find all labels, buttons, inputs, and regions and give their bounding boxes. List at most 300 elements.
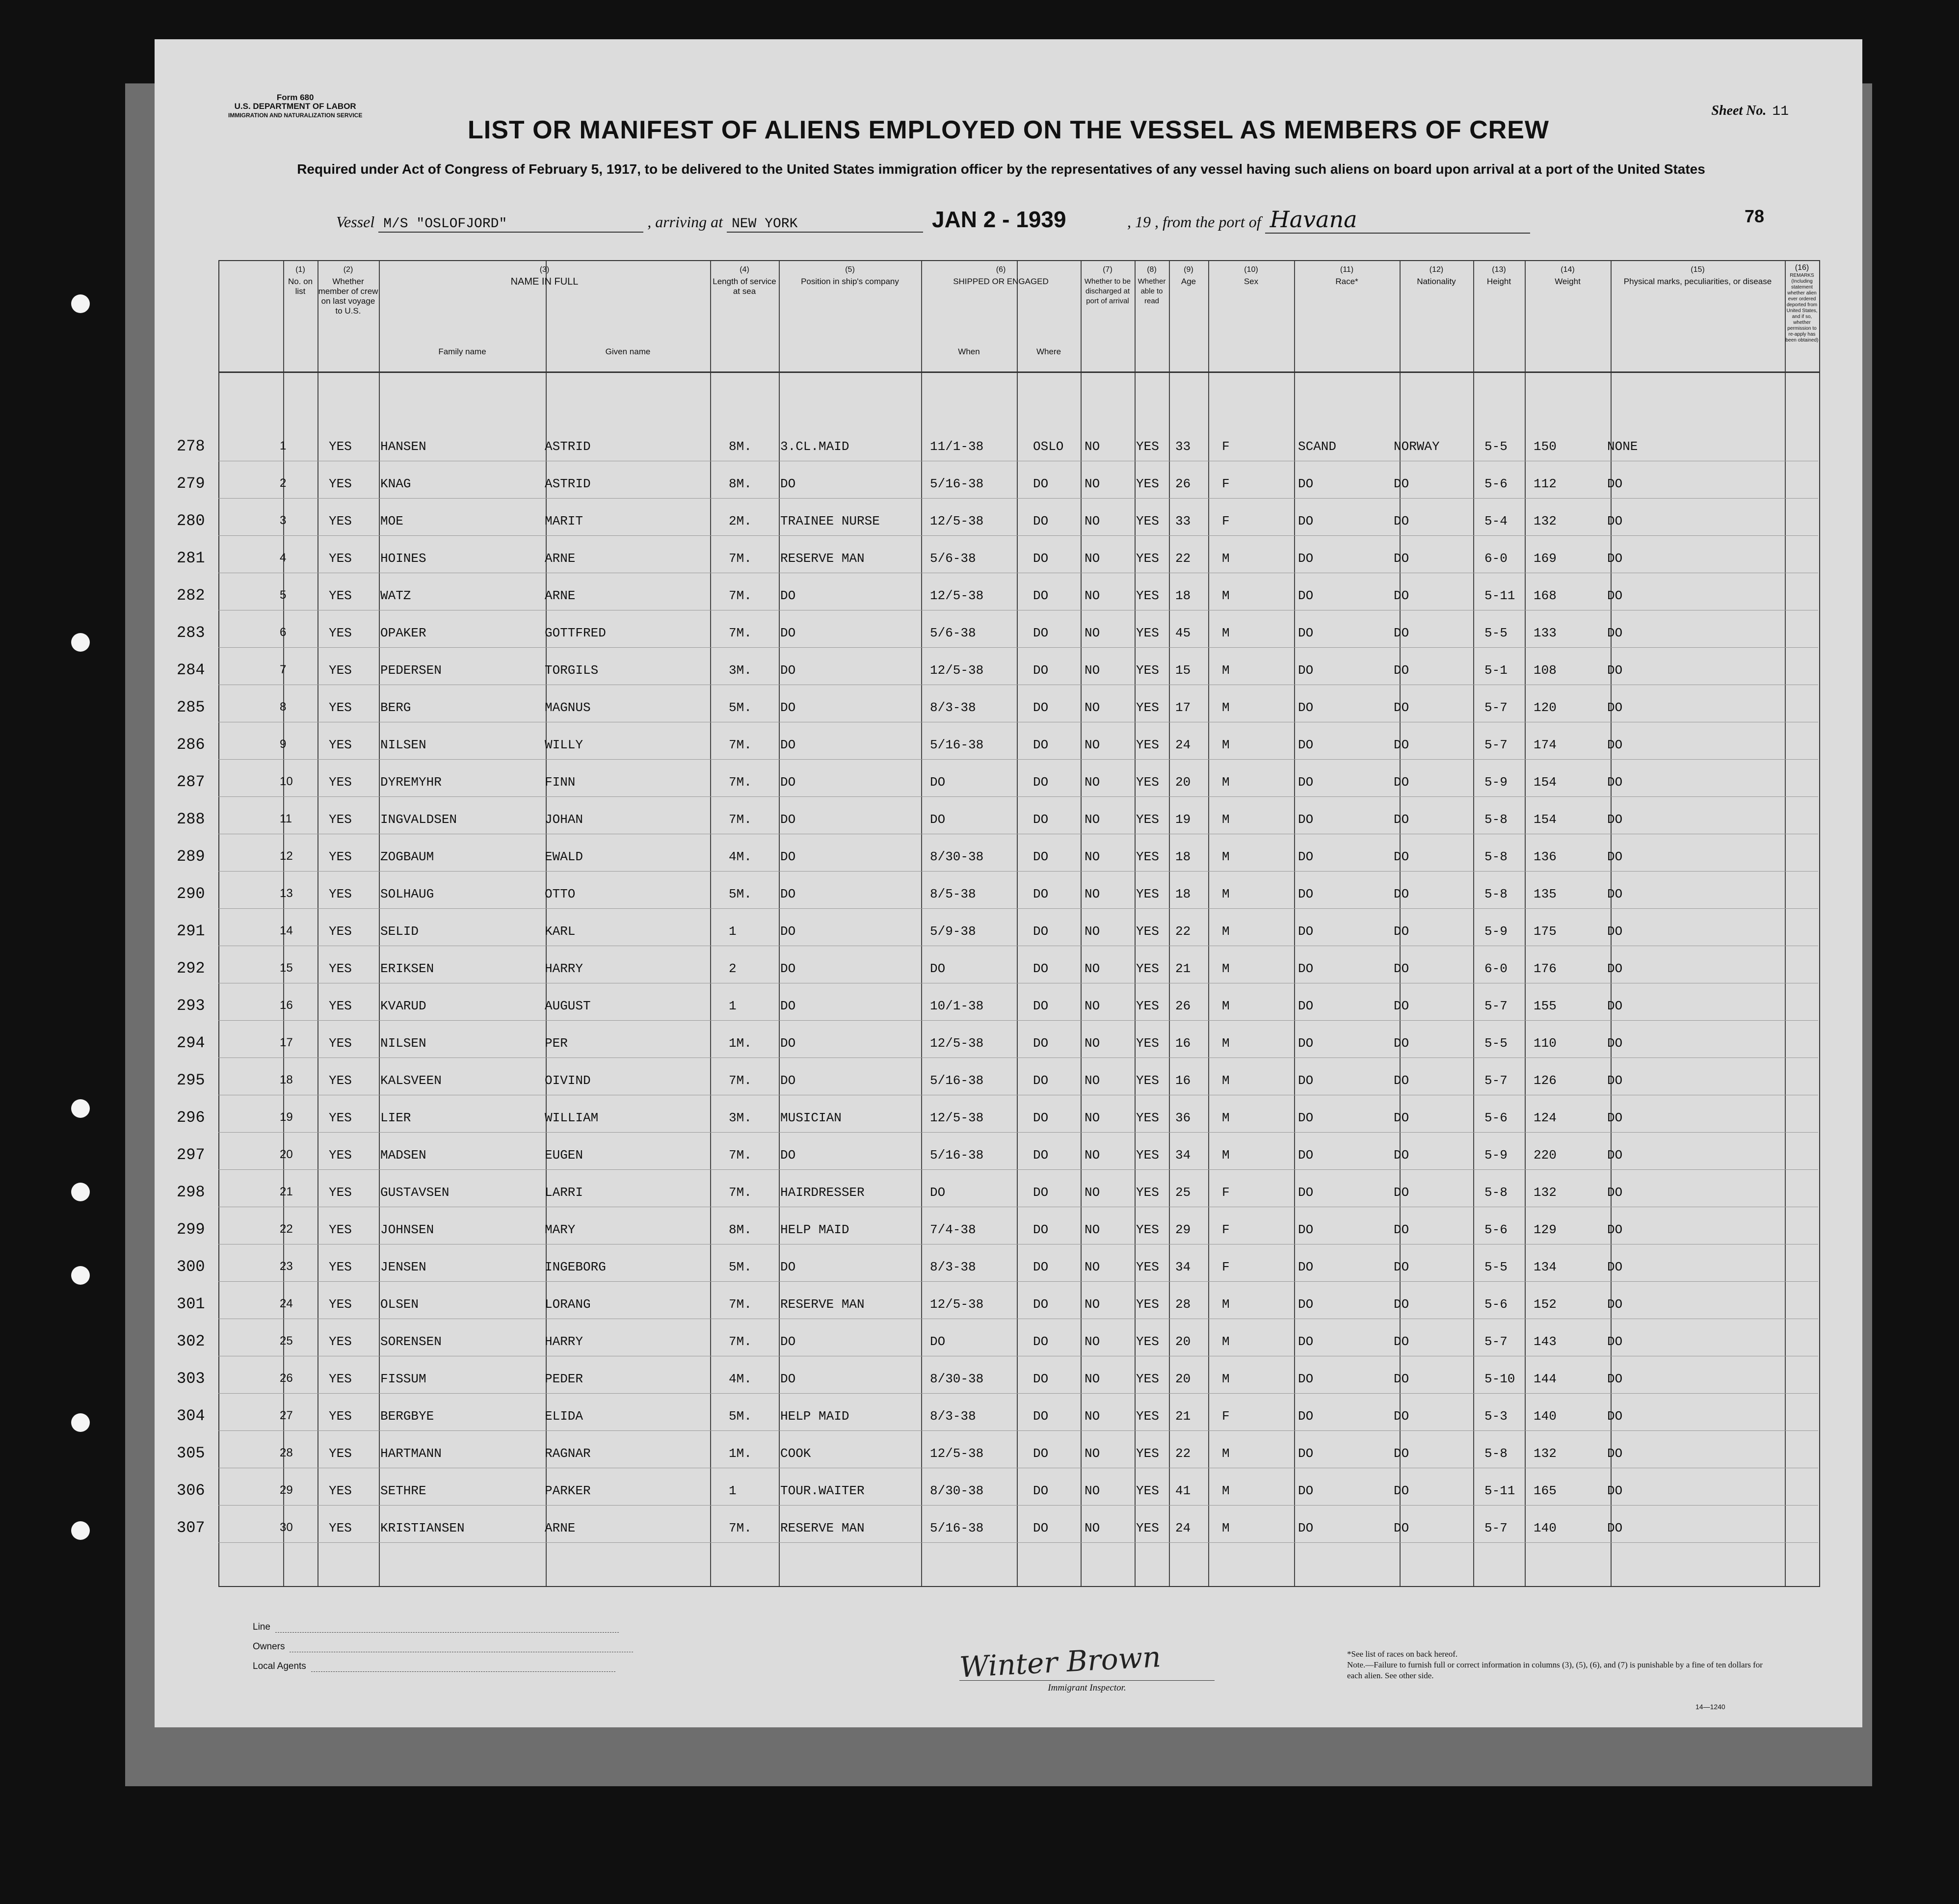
cell-list-no: 3 <box>280 514 287 527</box>
cell-height: 5-8 <box>1484 849 1508 864</box>
cell-discharged: NO <box>1085 551 1100 566</box>
cell-height: 6-0 <box>1484 961 1508 976</box>
cell-physical-marks: DO <box>1607 1521 1623 1535</box>
cell-list-no: 1 <box>280 439 287 452</box>
cell-list-no: 7 <box>280 663 287 676</box>
cell-nationality: DO <box>1394 588 1409 603</box>
cell-race: DO <box>1298 1148 1314 1163</box>
cell-last-voyage: YES <box>329 700 352 715</box>
reference-number: 300 <box>177 1258 205 1276</box>
cell-weight: 112 <box>1534 476 1557 491</box>
cell-list-no: 25 <box>280 1334 293 1348</box>
cell-able-read: YES <box>1136 551 1159 566</box>
cell-family-name: WATZ <box>380 588 411 603</box>
cell-height: 5-5 <box>1484 626 1508 640</box>
cell-position: DO <box>780 700 796 715</box>
cell-shipped-when: 12/5-38 <box>930 1036 984 1051</box>
cell-given-name: EUGEN <box>545 1148 583 1163</box>
cell-shipped-where: DO <box>1033 1521 1049 1535</box>
cell-position: DO <box>780 738 796 752</box>
cell-shipped-where: DO <box>1033 1073 1049 1088</box>
cell-age: 34 <box>1175 1148 1191 1163</box>
cell-discharged: NO <box>1085 439 1100 454</box>
cell-age: 41 <box>1175 1483 1191 1498</box>
cell-age: 18 <box>1175 588 1191 603</box>
cell-list-no: 26 <box>280 1372 293 1385</box>
cell-weight: 132 <box>1534 1446 1557 1461</box>
cell-last-voyage: YES <box>329 999 352 1013</box>
cell-race: DO <box>1298 663 1314 678</box>
cell-able-read: YES <box>1136 626 1159 640</box>
cell-service-length: 1 <box>729 924 737 939</box>
cell-position: MUSICIAN <box>780 1111 842 1125</box>
cell-given-name: OIVIND <box>545 1073 591 1088</box>
header-weight: (14) Weight <box>1555 265 1581 286</box>
cell-age: 33 <box>1175 439 1191 454</box>
origin-port: Havana <box>1265 206 1530 234</box>
cell-able-read: YES <box>1136 1073 1159 1088</box>
cell-last-voyage: YES <box>329 738 352 752</box>
cell-last-voyage: YES <box>329 1073 352 1088</box>
cell-nationality: DO <box>1394 1483 1409 1498</box>
reference-number: 306 <box>177 1481 205 1500</box>
cell-height: 5-7 <box>1484 1073 1508 1088</box>
cell-given-name: HARRY <box>545 1334 583 1349</box>
cell-family-name: SORENSEN <box>380 1334 442 1349</box>
cell-list-no: 4 <box>280 551 287 564</box>
cell-weight: 165 <box>1534 1483 1557 1498</box>
cell-sex: M <box>1222 1334 1230 1349</box>
cell-shipped-where: DO <box>1033 1111 1049 1125</box>
cell-nationality: DO <box>1394 476 1409 491</box>
cell-nationality: DO <box>1394 1073 1409 1088</box>
cell-nationality: DO <box>1394 1111 1409 1125</box>
cell-discharged: NO <box>1085 1148 1100 1163</box>
cell-family-name: BERG <box>380 700 411 715</box>
cell-shipped-where: DO <box>1033 514 1049 529</box>
cell-last-voyage: YES <box>329 849 352 864</box>
cell-race: DO <box>1298 1483 1314 1498</box>
cell-list-no: 17 <box>280 1036 293 1049</box>
cell-discharged: NO <box>1085 1222 1100 1237</box>
cell-race: DO <box>1298 588 1314 603</box>
reference-number: 278 <box>177 437 205 455</box>
cell-position: COOK <box>780 1446 811 1461</box>
arrival-port: NEW YORK <box>727 216 923 233</box>
header-discharged: (7) Whether to be discharged at port of arrival <box>1084 265 1131 305</box>
header-when: When <box>958 347 980 356</box>
cell-shipped-where: DO <box>1033 849 1049 864</box>
cell-physical-marks: DO <box>1607 1185 1623 1200</box>
cell-family-name: MADSEN <box>380 1148 426 1163</box>
cell-height: 5-9 <box>1484 775 1508 790</box>
cell-list-no: 27 <box>280 1409 293 1422</box>
cell-able-read: YES <box>1136 1521 1159 1535</box>
cell-shipped-where: DO <box>1033 1334 1049 1349</box>
cell-last-voyage: YES <box>329 1297 352 1312</box>
cell-weight: 168 <box>1534 588 1557 603</box>
reference-number: 301 <box>177 1295 205 1313</box>
cell-shipped-when: 8/30-38 <box>930 1483 984 1498</box>
cell-list-no: 13 <box>280 887 293 900</box>
reference-number: 292 <box>177 959 205 978</box>
cell-physical-marks: DO <box>1607 700 1623 715</box>
cell-sex: F <box>1222 476 1230 491</box>
cell-shipped-where: DO <box>1033 700 1049 715</box>
header-race: (11) Race* <box>1335 265 1358 286</box>
row-rule <box>218 1132 1818 1133</box>
reference-number: 287 <box>177 773 205 791</box>
cell-given-name: ASTRID <box>545 439 591 454</box>
header-age: (9) Age <box>1181 265 1196 286</box>
cell-family-name: INGVALDSEN <box>380 812 457 827</box>
cell-nationality: DO <box>1394 1222 1409 1237</box>
cell-race: DO <box>1298 849 1314 864</box>
cell-position: DO <box>780 961 796 976</box>
cell-family-name: FISSUM <box>380 1372 426 1386</box>
cell-discharged: NO <box>1085 812 1100 827</box>
cell-discharged: NO <box>1085 1185 1100 1200</box>
cell-race: DO <box>1298 1334 1314 1349</box>
cell-able-read: YES <box>1136 1260 1159 1274</box>
cell-list-no: 22 <box>280 1222 293 1236</box>
cell-nationality: NORWAY <box>1394 439 1440 454</box>
cell-family-name: KNAG <box>380 476 411 491</box>
cell-able-read: YES <box>1136 924 1159 939</box>
cell-height: 5-5 <box>1484 1260 1508 1274</box>
reference-number: 295 <box>177 1071 205 1089</box>
cell-weight: 120 <box>1534 700 1557 715</box>
cell-height: 6-0 <box>1484 551 1508 566</box>
cell-nationality: DO <box>1394 514 1409 529</box>
cell-sex: M <box>1222 1521 1230 1535</box>
cell-position: DO <box>780 588 796 603</box>
cell-position: DO <box>780 1372 796 1386</box>
cell-sex: M <box>1222 775 1230 790</box>
cell-list-no: 18 <box>280 1073 293 1086</box>
cell-race: DO <box>1298 1036 1314 1051</box>
cell-height: 5-11 <box>1484 588 1515 603</box>
cell-height: 5-9 <box>1484 1148 1508 1163</box>
cell-nationality: DO <box>1394 1372 1409 1386</box>
cell-physical-marks: DO <box>1607 849 1623 864</box>
cell-discharged: NO <box>1085 700 1100 715</box>
cell-service-length: 2 <box>729 961 737 976</box>
cell-weight: 135 <box>1534 887 1557 901</box>
cell-position: DO <box>780 626 796 640</box>
cell-shipped-when: DO <box>930 961 946 976</box>
cell-able-read: YES <box>1136 999 1159 1013</box>
cell-nationality: DO <box>1394 1521 1409 1535</box>
cell-sex: F <box>1222 514 1230 529</box>
cell-race: DO <box>1298 1521 1314 1535</box>
cell-able-read: YES <box>1136 1334 1159 1349</box>
cell-discharged: NO <box>1085 1334 1100 1349</box>
cell-given-name: PARKER <box>545 1483 591 1498</box>
cell-sex: F <box>1222 1409 1230 1424</box>
cell-weight: 140 <box>1534 1521 1557 1535</box>
reference-number: 282 <box>177 586 205 605</box>
cell-nationality: DO <box>1394 663 1409 678</box>
cell-last-voyage: YES <box>329 1148 352 1163</box>
cell-position: DO <box>780 1148 796 1163</box>
cell-position: DO <box>780 663 796 678</box>
cell-family-name: NILSEN <box>380 1036 426 1051</box>
cell-list-no: 21 <box>280 1185 293 1198</box>
cell-shipped-where: DO <box>1033 961 1049 976</box>
cell-weight: 150 <box>1534 439 1557 454</box>
cell-position: DO <box>780 1073 796 1088</box>
cell-service-length: 4M. <box>729 1372 752 1386</box>
cell-shipped-when: 5/16-38 <box>930 476 984 491</box>
cell-list-no: 28 <box>280 1446 293 1459</box>
cell-position: HELP MAID <box>780 1222 849 1237</box>
cell-able-read: YES <box>1136 849 1159 864</box>
cell-race: SCAND <box>1298 439 1337 454</box>
cell-service-length: 1M. <box>729 1036 752 1051</box>
cell-able-read: YES <box>1136 812 1159 827</box>
cell-nationality: DO <box>1394 775 1409 790</box>
cell-age: 22 <box>1175 1446 1191 1461</box>
cell-sex: M <box>1222 1148 1230 1163</box>
cell-service-length: 7M. <box>729 1521 752 1535</box>
manifest-sheet <box>155 39 1862 1727</box>
cell-family-name: HANSEN <box>380 439 426 454</box>
cell-shipped-when: 12/5-38 <box>930 663 984 678</box>
cell-position: 3.CL.MAID <box>780 439 849 454</box>
reference-number: 297 <box>177 1146 205 1164</box>
cell-discharged: NO <box>1085 1036 1100 1051</box>
cell-list-no: 24 <box>280 1297 293 1310</box>
cell-shipped-where: DO <box>1033 1409 1049 1424</box>
cell-weight: 169 <box>1534 551 1557 566</box>
cell-shipped-when: 8/30-38 <box>930 849 984 864</box>
row-rule <box>218 1542 1818 1543</box>
cell-shipped-where: DO <box>1033 1148 1049 1163</box>
cell-able-read: YES <box>1136 1185 1159 1200</box>
cell-age: 24 <box>1175 738 1191 752</box>
cell-last-voyage: YES <box>329 1260 352 1274</box>
cell-service-length: 8M. <box>729 476 752 491</box>
cell-discharged: NO <box>1085 588 1100 603</box>
cell-age: 20 <box>1175 775 1191 790</box>
cell-weight: 174 <box>1534 738 1557 752</box>
cell-race: DO <box>1298 626 1314 640</box>
cell-discharged: NO <box>1085 1409 1100 1424</box>
cell-height: 5-8 <box>1484 887 1508 901</box>
cell-race: DO <box>1298 551 1314 566</box>
cell-given-name: FINN <box>545 775 576 790</box>
cell-family-name: HARTMANN <box>380 1446 442 1461</box>
reference-number: 279 <box>177 475 205 493</box>
cell-nationality: DO <box>1394 999 1409 1013</box>
cell-last-voyage: YES <box>329 588 352 603</box>
cell-sex: M <box>1222 1446 1230 1461</box>
cell-height: 5-10 <box>1484 1372 1515 1386</box>
cell-age: 22 <box>1175 551 1191 566</box>
row-rule <box>218 759 1818 760</box>
cell-physical-marks: DO <box>1607 626 1623 640</box>
cell-given-name: LORANG <box>545 1297 591 1312</box>
row-rule <box>218 1020 1818 1021</box>
cell-last-voyage: YES <box>329 1334 352 1349</box>
cell-given-name: AUGUST <box>545 999 591 1013</box>
cell-physical-marks: DO <box>1607 924 1623 939</box>
cell-service-length: 7M. <box>729 551 752 566</box>
cell-weight: 175 <box>1534 924 1557 939</box>
cell-shipped-where: DO <box>1033 1297 1049 1312</box>
cell-discharged: NO <box>1085 476 1100 491</box>
cell-last-voyage: YES <box>329 1185 352 1200</box>
cell-shipped-where: OSLO <box>1033 439 1064 454</box>
cell-physical-marks: DO <box>1607 1036 1623 1051</box>
reference-number: 289 <box>177 847 205 866</box>
cell-list-no: 9 <box>280 738 287 751</box>
cell-given-name: ASTRID <box>545 476 591 491</box>
cell-shipped-when: DO <box>930 812 946 827</box>
cell-service-length: 5M. <box>729 700 752 715</box>
cell-service-length: 7M. <box>729 738 752 752</box>
cell-shipped-where: DO <box>1033 775 1049 790</box>
cell-physical-marks: NONE <box>1607 439 1638 454</box>
cell-position: DO <box>780 849 796 864</box>
cell-shipped-where: DO <box>1033 551 1049 566</box>
cell-age: 16 <box>1175 1036 1191 1051</box>
cell-family-name: KVARUD <box>380 999 426 1013</box>
cell-list-no: 30 <box>280 1521 293 1534</box>
cell-physical-marks: DO <box>1607 1446 1623 1461</box>
cell-physical-marks: DO <box>1607 1483 1623 1498</box>
cell-service-length: 7M. <box>729 626 752 640</box>
cell-weight: 124 <box>1534 1111 1557 1125</box>
cell-sex: M <box>1222 626 1230 640</box>
row-rule <box>218 535 1818 536</box>
cell-physical-marks: DO <box>1607 999 1623 1013</box>
form-code: 14—1240 <box>1695 1703 1725 1711</box>
cell-nationality: DO <box>1394 700 1409 715</box>
cell-discharged: NO <box>1085 1111 1100 1125</box>
cell-last-voyage: YES <box>329 1372 352 1386</box>
cell-height: 5-1 <box>1484 663 1508 678</box>
cell-height: 5-8 <box>1484 1185 1508 1200</box>
cell-race: DO <box>1298 476 1314 491</box>
footer-owners: Owners <box>253 1641 633 1652</box>
cell-race: DO <box>1298 887 1314 901</box>
cell-given-name: MARIT <box>545 514 583 529</box>
cell-height: 5-8 <box>1484 1446 1508 1461</box>
arrival-date: JAN 2 - 1939 <box>931 207 1066 232</box>
cell-age: 18 <box>1175 849 1191 864</box>
cell-weight: 110 <box>1534 1036 1557 1051</box>
cell-height: 5-6 <box>1484 1297 1508 1312</box>
cell-shipped-where: DO <box>1033 1260 1049 1274</box>
reference-number: 285 <box>177 698 205 716</box>
cell-able-read: YES <box>1136 700 1159 715</box>
cell-last-voyage: YES <box>329 439 352 454</box>
cell-shipped-where: DO <box>1033 812 1049 827</box>
cell-given-name: GOTTFRED <box>545 626 606 640</box>
footnote: *See list of races on back hereof. Note.—Failure to furnish full or correct information in columns (3), (5), (6), and (7) is punishable by a fine of ten dollars for each alien. See other side. <box>1347 1649 1763 1680</box>
row-rule <box>218 1169 1818 1170</box>
cell-able-read: YES <box>1136 514 1159 529</box>
cell-given-name: ELIDA <box>545 1409 583 1424</box>
cell-service-length: 8M. <box>729 1222 752 1237</box>
reference-number: 283 <box>177 624 205 642</box>
cell-discharged: NO <box>1085 1483 1100 1498</box>
cell-given-name: JOHAN <box>545 812 583 827</box>
cell-weight: 134 <box>1534 1260 1557 1274</box>
cell-family-name: GUSTAVSEN <box>380 1185 450 1200</box>
cell-age: 15 <box>1175 663 1191 678</box>
cell-sex: M <box>1222 961 1230 976</box>
cell-weight: 155 <box>1534 999 1557 1013</box>
cell-shipped-when: 12/5-38 <box>930 1297 984 1312</box>
cell-height: 5-4 <box>1484 514 1508 529</box>
cell-service-length: 1 <box>729 1483 737 1498</box>
cell-list-no: 12 <box>280 849 293 863</box>
cell-service-length: 7M. <box>729 588 752 603</box>
cell-height: 5-5 <box>1484 1036 1508 1051</box>
footer-line: Line <box>253 1622 619 1633</box>
cell-position: HAIRDRESSER <box>780 1185 865 1200</box>
cell-shipped-when: 5/16-38 <box>930 1073 984 1088</box>
cell-height: 5-7 <box>1484 700 1508 715</box>
cell-discharged: NO <box>1085 1297 1100 1312</box>
cell-sex: M <box>1222 1036 1230 1051</box>
cell-height: 5-9 <box>1484 924 1508 939</box>
cell-sex: M <box>1222 1372 1230 1386</box>
header-where: Where <box>1036 347 1061 356</box>
cell-physical-marks: DO <box>1607 663 1623 678</box>
cell-shipped-where: DO <box>1033 999 1049 1013</box>
cell-age: 45 <box>1175 626 1191 640</box>
row-rule <box>218 647 1818 648</box>
cell-shipped-when: DO <box>930 1334 946 1349</box>
cell-position: DO <box>780 1260 796 1274</box>
cell-able-read: YES <box>1136 1222 1159 1237</box>
header-length-service: (4) Length of service at sea <box>713 265 776 296</box>
cell-shipped-when: 5/16-38 <box>930 1148 984 1163</box>
cell-family-name: DYREMYHR <box>380 775 442 790</box>
cell-family-name: ERIKSEN <box>380 961 434 976</box>
inspector-signature: Winter Brown Immigrant Inspector. <box>959 1644 1215 1693</box>
cell-shipped-when: 8/3-38 <box>930 700 976 715</box>
cell-last-voyage: YES <box>329 1036 352 1051</box>
cell-last-voyage: YES <box>329 626 352 640</box>
cell-age: 24 <box>1175 1521 1191 1535</box>
cell-nationality: DO <box>1394 1036 1409 1051</box>
cell-shipped-when: 12/5-38 <box>930 1111 984 1125</box>
cell-discharged: NO <box>1085 626 1100 640</box>
cell-age: 17 <box>1175 700 1191 715</box>
cell-position: DO <box>780 999 796 1013</box>
cell-family-name: BERGBYE <box>380 1409 434 1424</box>
cell-service-length: 7M. <box>729 1073 752 1088</box>
cell-physical-marks: DO <box>1607 1073 1623 1088</box>
reference-number: 299 <box>177 1220 205 1239</box>
cell-age: 22 <box>1175 924 1191 939</box>
cell-shipped-when: 5/16-38 <box>930 738 984 752</box>
service-name: IMMIGRATION AND NATURALIZATION SERVICE <box>228 112 363 119</box>
cell-service-length: 7M. <box>729 812 752 827</box>
cell-sex: F <box>1222 1222 1230 1237</box>
cell-shipped-when: 8/30-38 <box>930 1372 984 1386</box>
form-number: Form 680 <box>276 93 314 102</box>
cell-family-name: JOHNSEN <box>380 1222 434 1237</box>
header-shipped: (6) SHIPPED OR ENGAGED <box>953 265 1049 286</box>
cell-list-no: 14 <box>280 924 293 937</box>
cell-shipped-where: DO <box>1033 663 1049 678</box>
